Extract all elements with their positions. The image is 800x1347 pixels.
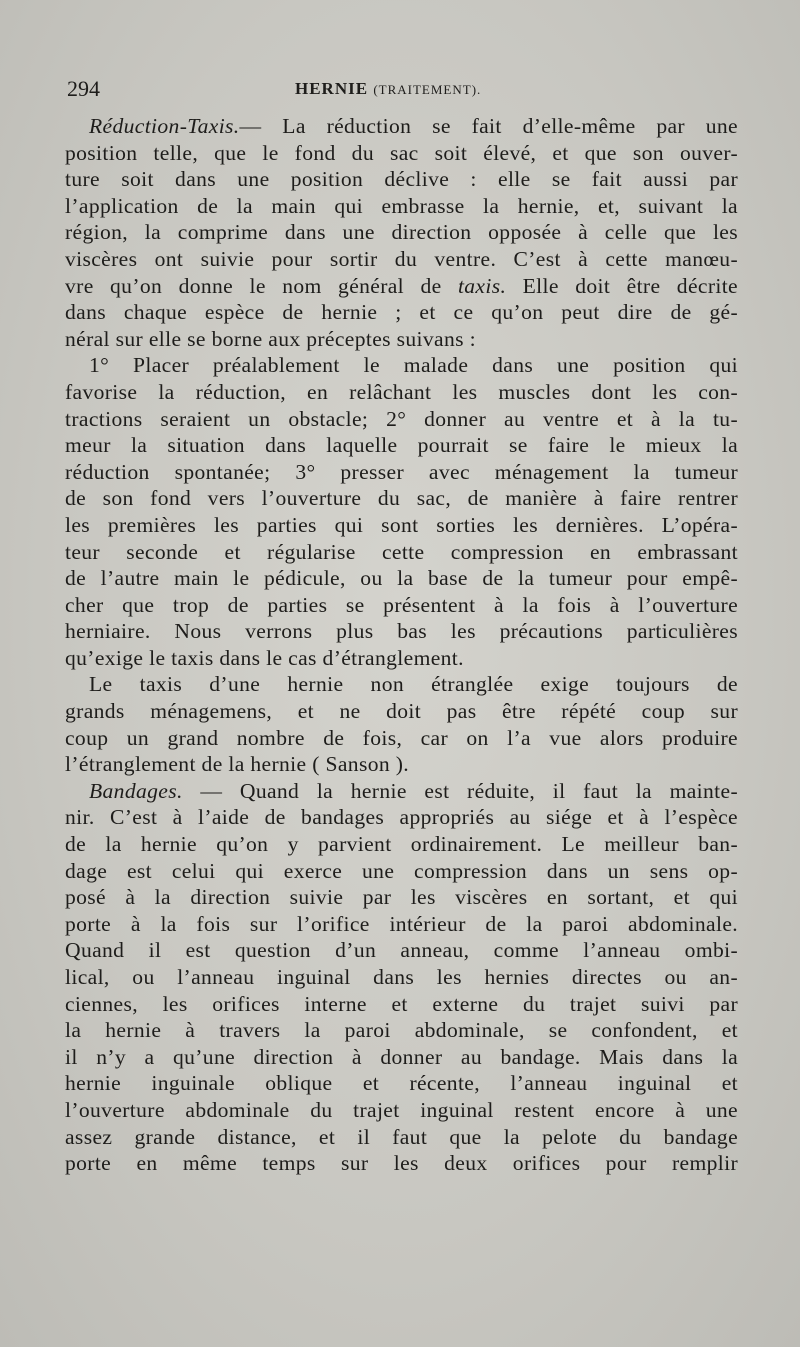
text-segment: herniaire. Nous verrons plus bas les précautions particulières xyxy=(65,619,738,644)
text-segment: l’application de la main qui embrasse la hernie, et, suivant la xyxy=(65,193,738,218)
text-line xyxy=(65,539,738,566)
running-head-title: HERNIE xyxy=(295,79,369,98)
text-line xyxy=(65,1070,738,1097)
text-line xyxy=(65,166,738,193)
text-line xyxy=(65,219,738,246)
text-segment: grands ménagemens, et ne doit pas être répété coup sur xyxy=(65,699,738,724)
text-segment: assez grande distance, et il faut que la pelote du bandage xyxy=(65,1124,738,1149)
text-line xyxy=(65,1044,738,1071)
text-segment: l’ouverture abdominale du trajet inguinal restent encore à une xyxy=(65,1097,738,1122)
text-segment: les premières les parties qui sont sorties les dernières. L’opéra- xyxy=(65,512,738,537)
text-segment: 1° Placer préalablement le malade dans une position qui xyxy=(89,353,738,378)
text-segment: de l’autre main le pédicule, ou la base de la tumeur pour empê- xyxy=(65,566,738,591)
text-segment: porte en même temps sur les deux orifices pour remplir xyxy=(65,1151,738,1176)
text-line xyxy=(65,1124,738,1151)
text-segment: — La réduction se fait d’elle-même par une xyxy=(239,114,738,138)
text-line xyxy=(65,459,738,486)
text-segment: qu’exige le taxis dans le cas d’étranglement. xyxy=(65,645,464,670)
text-line xyxy=(65,804,738,831)
text-line xyxy=(65,618,738,645)
italic-segment: Réduction-Taxis. xyxy=(89,114,240,138)
text-segment: porte à la fois sur l’orifice intérieur de la paroi abdominale. xyxy=(65,911,738,936)
text-line xyxy=(65,911,738,938)
text-segment: vre qu’on donne le nom général de xyxy=(65,273,458,298)
text-line xyxy=(65,964,738,991)
italic-segment: taxis. xyxy=(457,273,507,298)
text-line xyxy=(65,858,738,885)
text-segment: nir. C’est à l’aide de bandages appropriés au siége et à l’espèce xyxy=(65,805,738,830)
text-line xyxy=(65,645,738,672)
text-line xyxy=(65,432,738,459)
page-header xyxy=(67,74,737,104)
text-line xyxy=(65,991,738,1018)
text-segment: hernie inguinale oblique et récente, l’anneau inguinal et xyxy=(65,1071,738,1096)
text-segment: ciennes, les orifices interne et externe du trajet suivi par xyxy=(65,991,738,1016)
body-text xyxy=(65,113,738,1177)
text-line xyxy=(65,831,738,858)
text-line xyxy=(65,671,738,698)
page-number: 294 xyxy=(67,76,100,101)
text-segment: de son fond vers l’ouverture du sac, de manière à faire rentrer xyxy=(65,486,738,511)
running-head xyxy=(295,74,481,105)
text-segment: teur seconde et régularise cette compression en embrassant xyxy=(65,539,738,564)
text-line xyxy=(65,937,738,964)
text-line xyxy=(65,698,738,725)
text-line xyxy=(65,406,738,433)
text-line xyxy=(65,273,738,300)
text-segment: cher que trop de parties se présentent à la fois à l’ouverture xyxy=(65,592,738,617)
text-segment: de la hernie qu’on y parvient ordinairement. Le meilleur ban- xyxy=(65,832,738,857)
text-segment: favorise la réduction, en relâchant les muscles dont les con- xyxy=(65,379,738,404)
text-segment: tractions seraient un obstacle; 2° donner au ventre et à la tu- xyxy=(65,406,738,431)
text-line xyxy=(65,778,738,805)
text-line xyxy=(65,246,738,273)
text-segment: position telle, que le fond du sac soit élevé, et que son ouver- xyxy=(65,140,738,165)
text-line xyxy=(65,326,738,353)
text-line xyxy=(65,113,738,140)
text-segment: coup un grand nombre de fois, car on l’a vue alors produire xyxy=(65,725,738,750)
running-head-subtitle: (TRAITEMENT). xyxy=(373,82,482,97)
text-segment: l’étranglement de la hernie ( Sanson ). xyxy=(65,752,410,777)
text-segment: — Quand la hernie est réduite, il faut la mainte- xyxy=(182,778,738,803)
text-segment: réduction spontanée; 3° presser avec ménagement la tumeur xyxy=(65,459,738,484)
text-segment: Le taxis d’une hernie non étranglée exige toujours de xyxy=(89,672,738,697)
text-segment: néral sur elle se borne aux préceptes suivans : xyxy=(65,326,476,351)
text-line xyxy=(65,193,738,220)
text-line xyxy=(65,1017,738,1044)
text-segment: meur la situation dans laquelle pourrait se faire le mieux la xyxy=(65,433,738,458)
text-line xyxy=(65,1097,738,1124)
text-segment: il n’y a qu’une direction à donner au bandage. Mais dans la xyxy=(65,1044,738,1069)
text-segment: ture soit dans une position déclive : elle se fait aussi par xyxy=(65,167,738,192)
text-line xyxy=(65,565,738,592)
text-line xyxy=(65,1150,738,1177)
text-segment: dans chaque espèce de hernie ; et ce qu’on peut dire de gé- xyxy=(65,300,738,325)
text-line xyxy=(65,140,738,167)
text-line xyxy=(65,592,738,619)
text-segment: Quand il est question d’un anneau, comme l’anneau ombi- xyxy=(65,938,738,963)
italic-segment: Bandages. xyxy=(89,778,183,803)
text-segment: la hernie à travers la paroi abdominale, se confondent, et xyxy=(65,1018,738,1043)
text-line xyxy=(65,512,738,539)
text-segment: dage est celui qui exerce une compression dans un sens op- xyxy=(65,858,738,883)
text-line xyxy=(65,299,738,326)
text-line xyxy=(65,485,738,512)
text-segment: région, la comprime dans une direction opposée à celle que les xyxy=(65,220,738,245)
text-line xyxy=(65,352,738,379)
text-line xyxy=(65,884,738,911)
text-line xyxy=(65,751,738,778)
text-segment: viscères ont suivie pour sortir du ventre. C’est à cette manœu- xyxy=(65,246,738,271)
text-line xyxy=(65,379,738,406)
text-segment: posé à la direction suivie par les viscères en sortant, et qui xyxy=(65,885,738,910)
text-line xyxy=(65,725,738,752)
text-segment: lical, ou l’anneau inguinal dans les hernies directes ou an- xyxy=(65,965,738,989)
text-segment: Elle doit être décrite xyxy=(506,273,738,298)
